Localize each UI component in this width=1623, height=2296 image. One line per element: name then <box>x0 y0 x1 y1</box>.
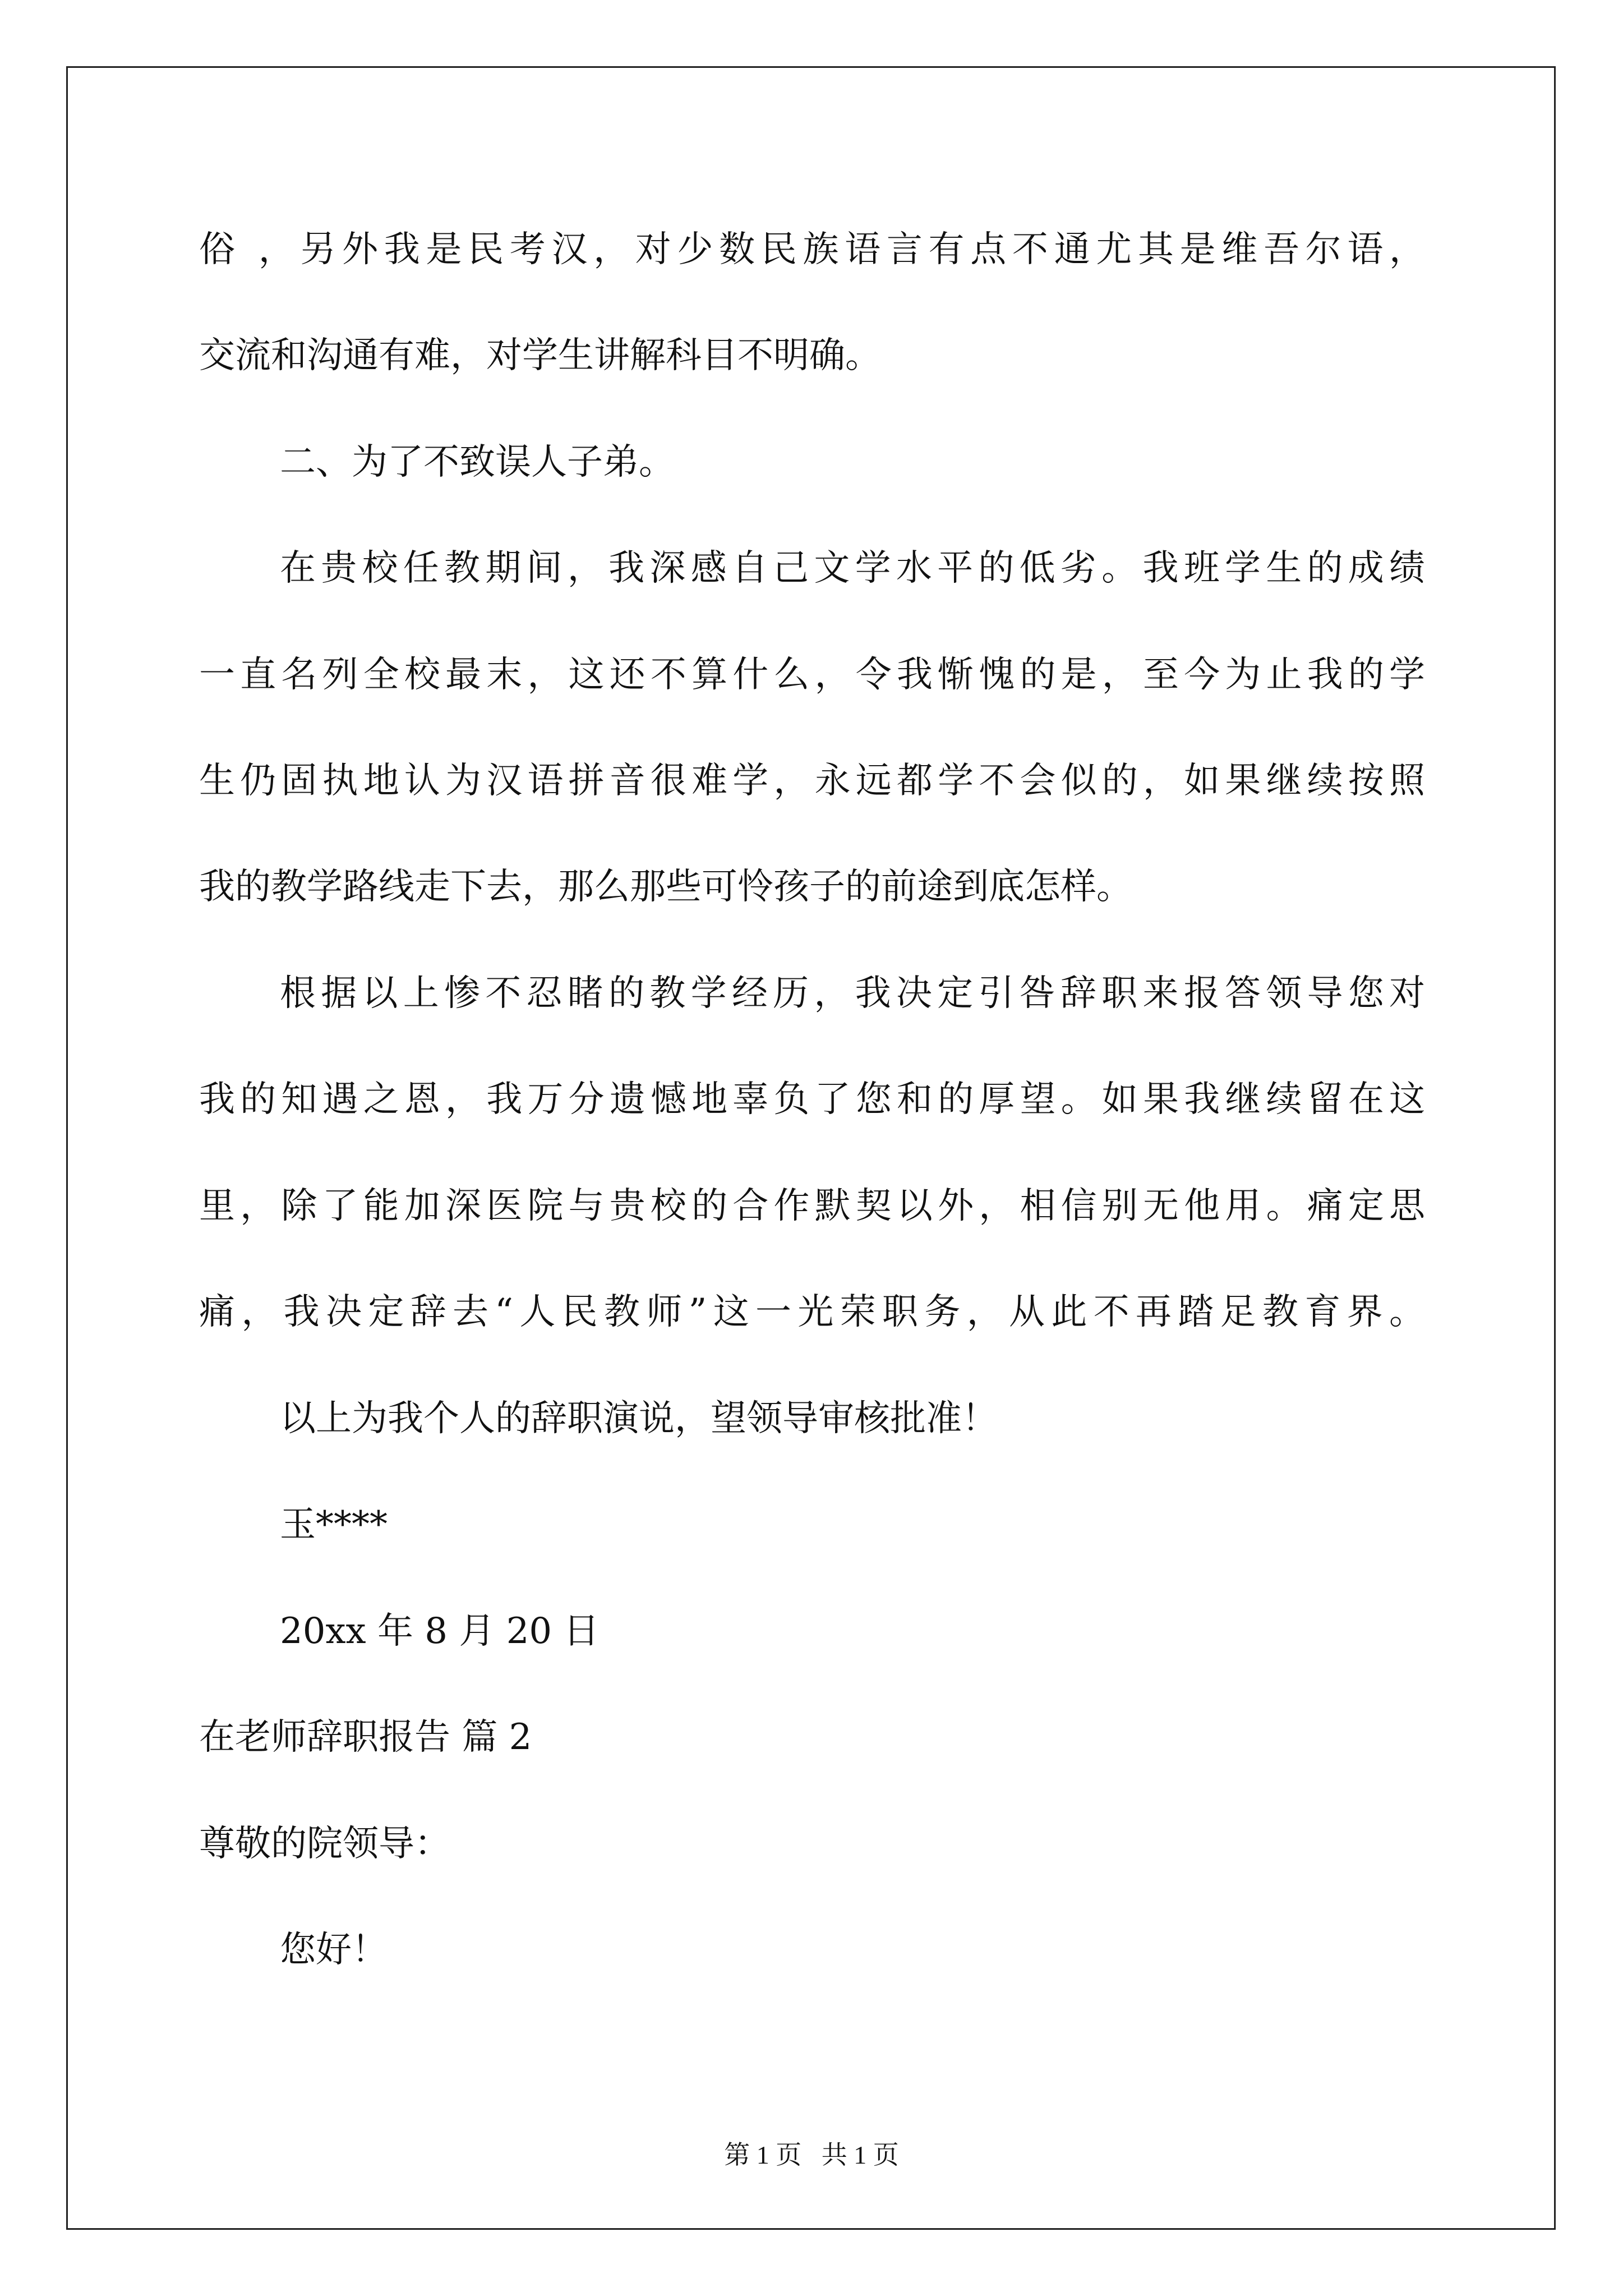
text-line: 以上为我个人的辞职演说，望领导审核批准！ <box>280 1398 998 1439</box>
section-title: 在老师辞职报告 篇 2 <box>199 1717 532 1758</box>
page-number: 第 1 页 <box>724 2141 802 2169</box>
text-line: 生仍固执地认为汉语拼音很难学，永远都学不会似的，如果继续按照 <box>199 760 1425 802</box>
page-border <box>66 66 1556 2230</box>
text-line: 里，除了能加深医院与贵校的合作默契以外，相信别无他用。痛定思 <box>199 1185 1425 1227</box>
page-total: 共 1 页 <box>821 2141 899 2169</box>
signature-date: 20xx 年 8 月 20 日 <box>280 1611 600 1652</box>
greeting: 您好！ <box>280 1929 388 1971</box>
page-footer <box>0 2134 1623 2171</box>
section-heading: 二、为了不致误人子弟。 <box>280 441 675 483</box>
text-line: 一直名列全校最末，这还不算什么，令我惭愧的是，至今为止我的学 <box>199 654 1425 696</box>
signature-name: 玉**** <box>280 1504 388 1545</box>
text-line: 根据以上惨不忍睹的教学经历，我决定引咎辞职来报答领导您对 <box>280 973 1425 1014</box>
text-line: 痛，我决定辞去“人民教师”这一光荣职务，从此不再踏足教育界。 <box>199 1291 1425 1333</box>
text-line: 俗 ，另外我是民考汉，对少数民族语言有点不通尤其是维吾尔语， <box>199 229 1425 270</box>
text-line: 交流和沟通有难，对学生讲解科目不明确。 <box>199 335 881 376</box>
text-line: 我的教学路线走下去，那么那些可怜孩子的前途到底怎样。 <box>199 866 1132 908</box>
text-line: 我的知遇之恩，我万分遗憾地辜负了您和的厚望。如果我继续留在这 <box>199 1079 1425 1120</box>
text-line: 在贵校任教期间，我深感自己文学水平的低劣。我班学生的成绩 <box>280 547 1425 589</box>
salutation: 尊敬的院领导： <box>199 1823 450 1865</box>
